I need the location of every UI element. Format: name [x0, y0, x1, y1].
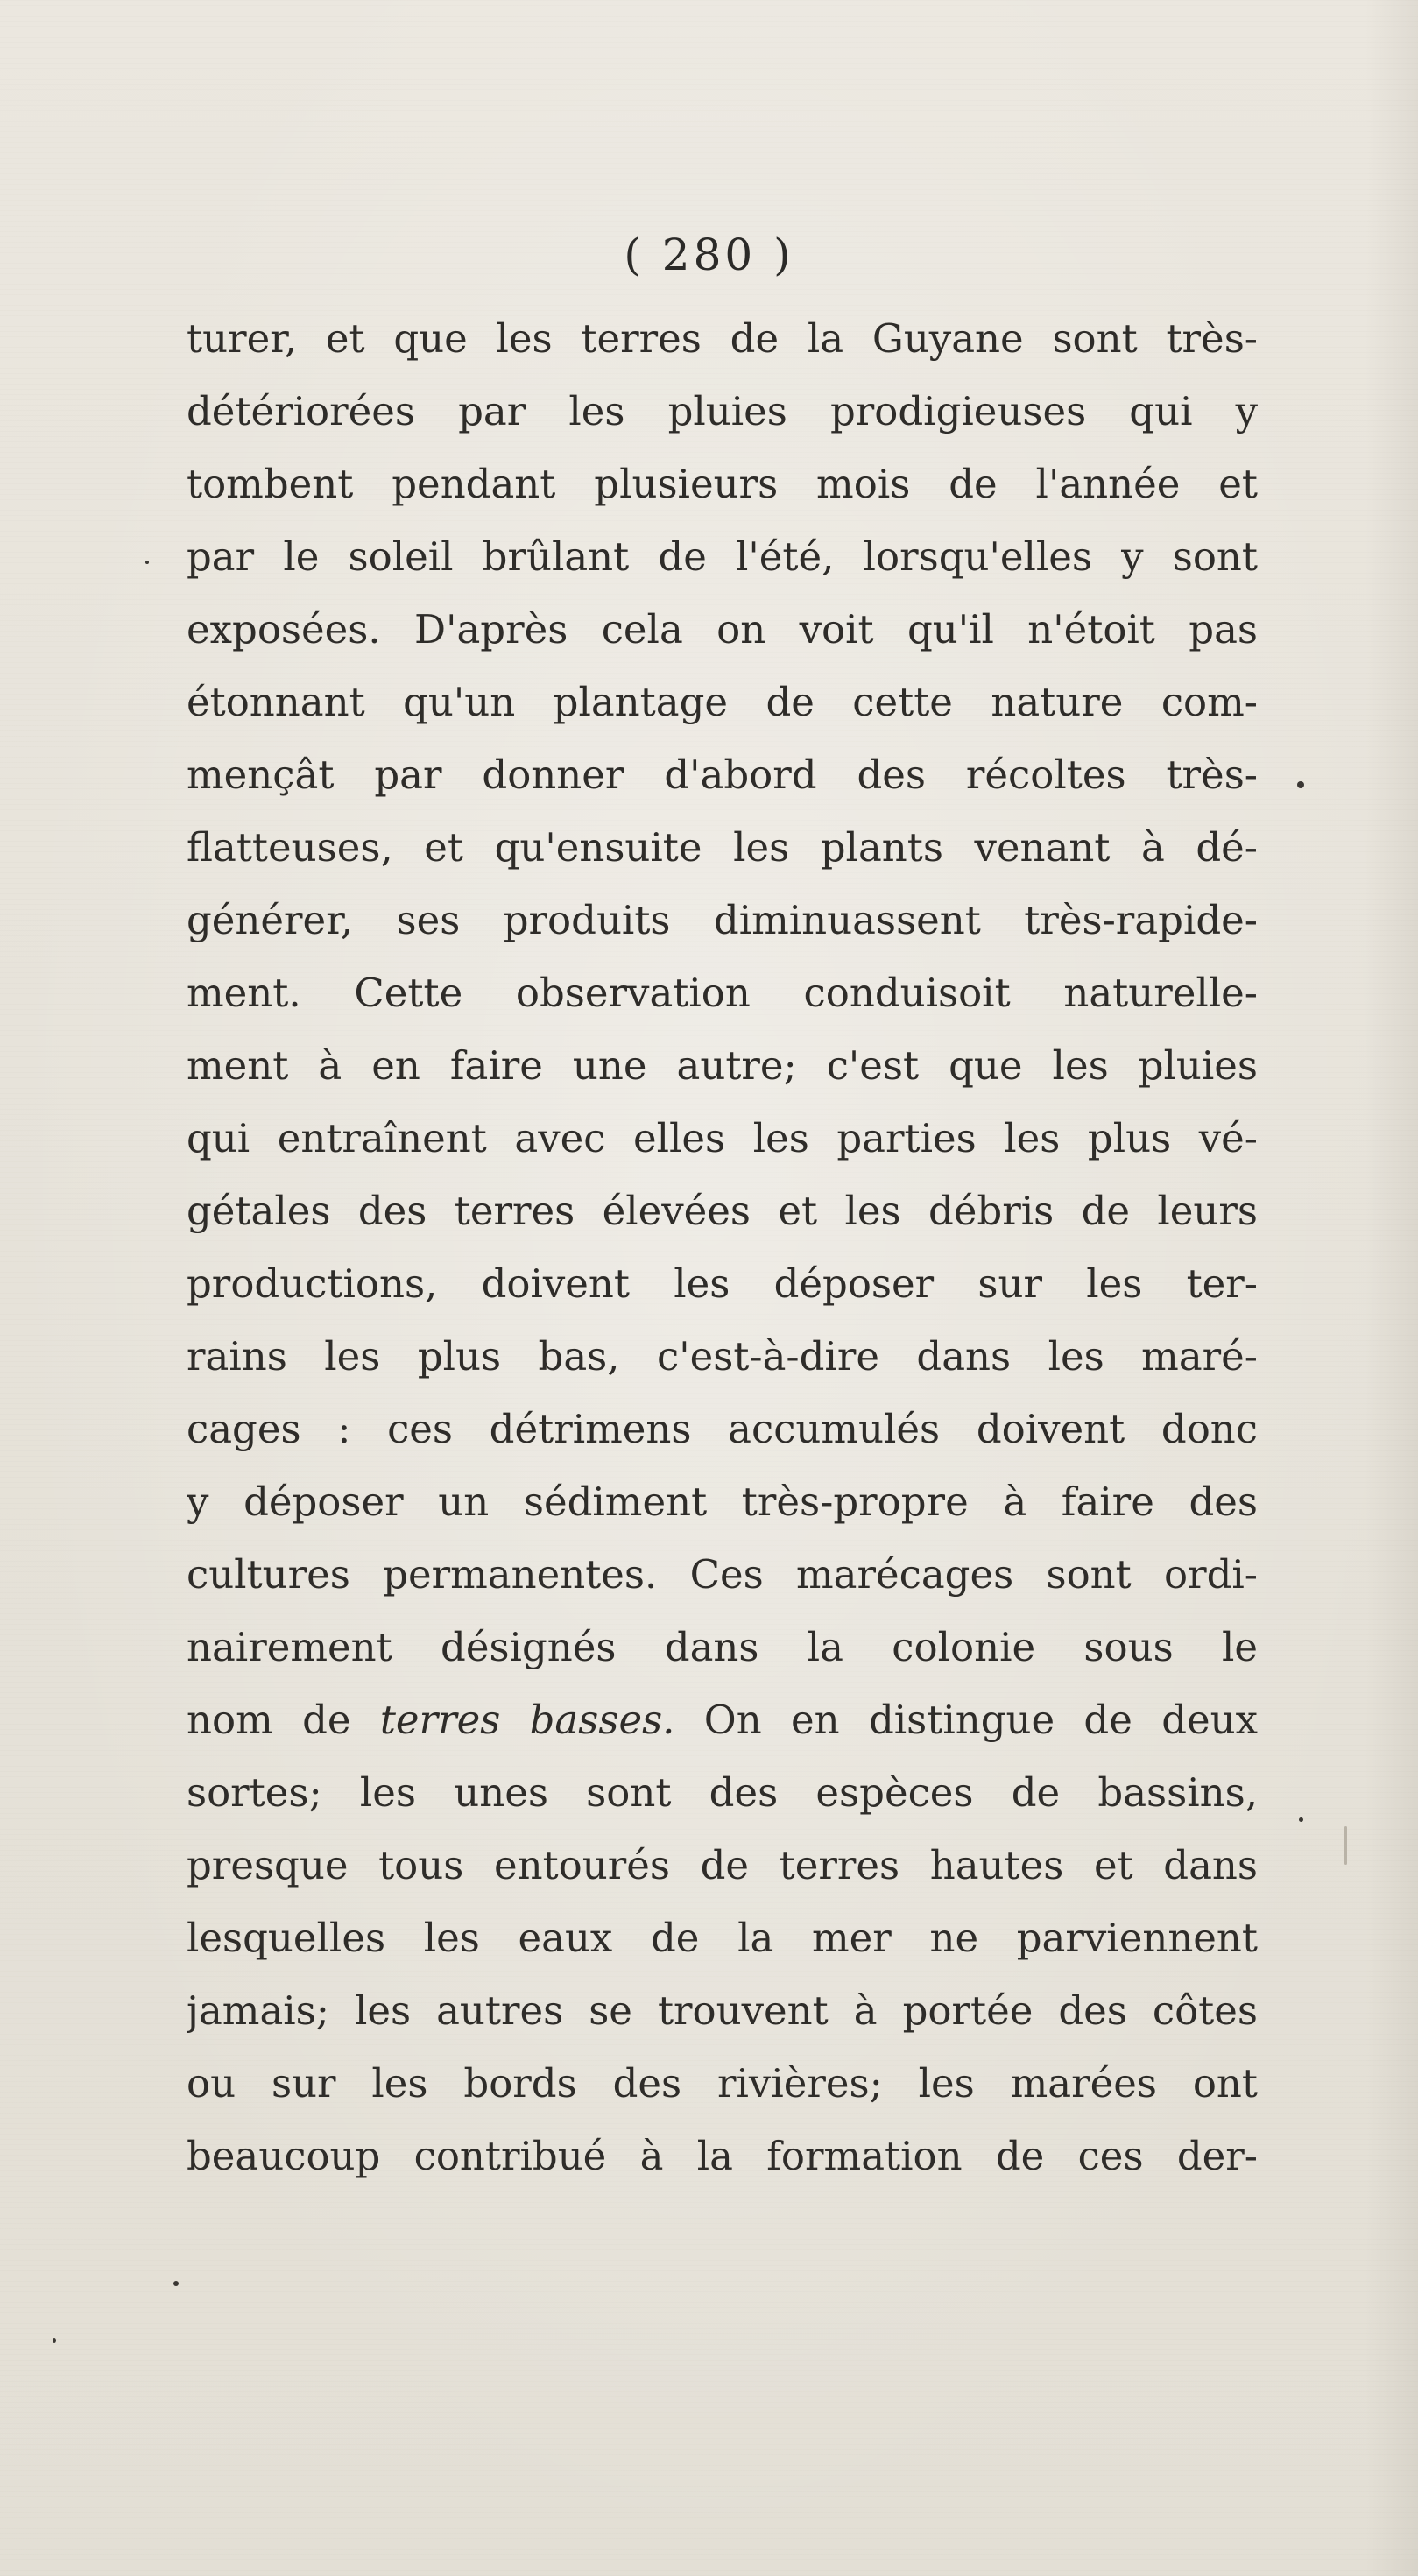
text-line: mençât par donner d'abord des récoltes très-	[187, 752, 1258, 798]
text-line: y déposer un sédiment très-propre à faire des	[187, 1479, 1258, 1525]
page-number: ( 280 )	[624, 229, 794, 280]
text-fragment: On en distingue de deux	[674, 1697, 1258, 1743]
text-line: ment. Cette observation conduisoit naturelle-	[187, 970, 1258, 1016]
text-line: étonnant qu'un plantage de cette nature com-	[187, 679, 1258, 725]
text-line: qui entraînent avec elles les parties les plus vé-	[187, 1115, 1258, 1161]
text-line: ou sur les bords des rivières; les marées ont	[187, 2060, 1258, 2107]
page-edge-shadow	[1365, 0, 1418, 2576]
text-line: rains les plus bas, c'est-à-dire dans les maré-	[187, 1333, 1258, 1380]
text-line: presque tous entourés de terres hautes et dans	[187, 1842, 1258, 1888]
text-line: lesquelles les eaux de la mer ne parviennent	[187, 1915, 1258, 1961]
italic-term: terres basses.	[379, 1697, 675, 1743]
text-line: exposées. D'après cela on voit qu'il n'étoit pas	[187, 606, 1258, 653]
text-line-with-italic	[187, 1683, 1258, 1756]
text-line: gétales des terres élevées et les débris de leurs	[187, 1188, 1258, 1234]
ink-speck	[53, 2338, 56, 2343]
body-text	[187, 302, 1258, 2192]
ink-speck	[1299, 1817, 1303, 1822]
text-line: détériorées par les pluies prodigieuses qui y	[187, 388, 1258, 434]
text-line: cages : ces détrimens accumulés doivent donc	[187, 1406, 1258, 1452]
ink-speck	[1297, 781, 1304, 788]
text-line: nairement désignés dans la colonie sous le	[187, 1624, 1258, 1670]
text-line: générer, ses produits diminuassent très-rapide-	[187, 897, 1258, 943]
text-line: cultures permanentes. Ces marécages sont ordi-	[187, 1551, 1258, 1598]
text-line: par le soleil brûlant de l'été, lorsqu'elles y sont	[187, 533, 1258, 580]
text-line: tombent pendant plusieurs mois de l'année et	[187, 461, 1258, 507]
ink-speck	[145, 561, 149, 564]
text-line: flatteuses, et qu'ensuite les plants venant à dé-	[187, 824, 1258, 871]
text-line: turer, et que les terres de la Guyane sont très-	[187, 315, 1258, 362]
text-line: jamais; les autres se trouvent à portée des côtes	[187, 1987, 1258, 2034]
text-line: sortes; les unes sont des espèces de bassins,	[187, 1769, 1258, 1816]
ink-speck	[173, 2281, 179, 2286]
text-fragment: nom de	[187, 1697, 380, 1743]
paper-mark	[1344, 1826, 1347, 1865]
text-line: ment à en faire une autre; c'est que les pluies	[187, 1042, 1258, 1089]
text-line: productions, doivent les déposer sur les ter-	[187, 1260, 1258, 1307]
text-line: beaucoup contribué à la formation de ces der-	[187, 2133, 1258, 2179]
